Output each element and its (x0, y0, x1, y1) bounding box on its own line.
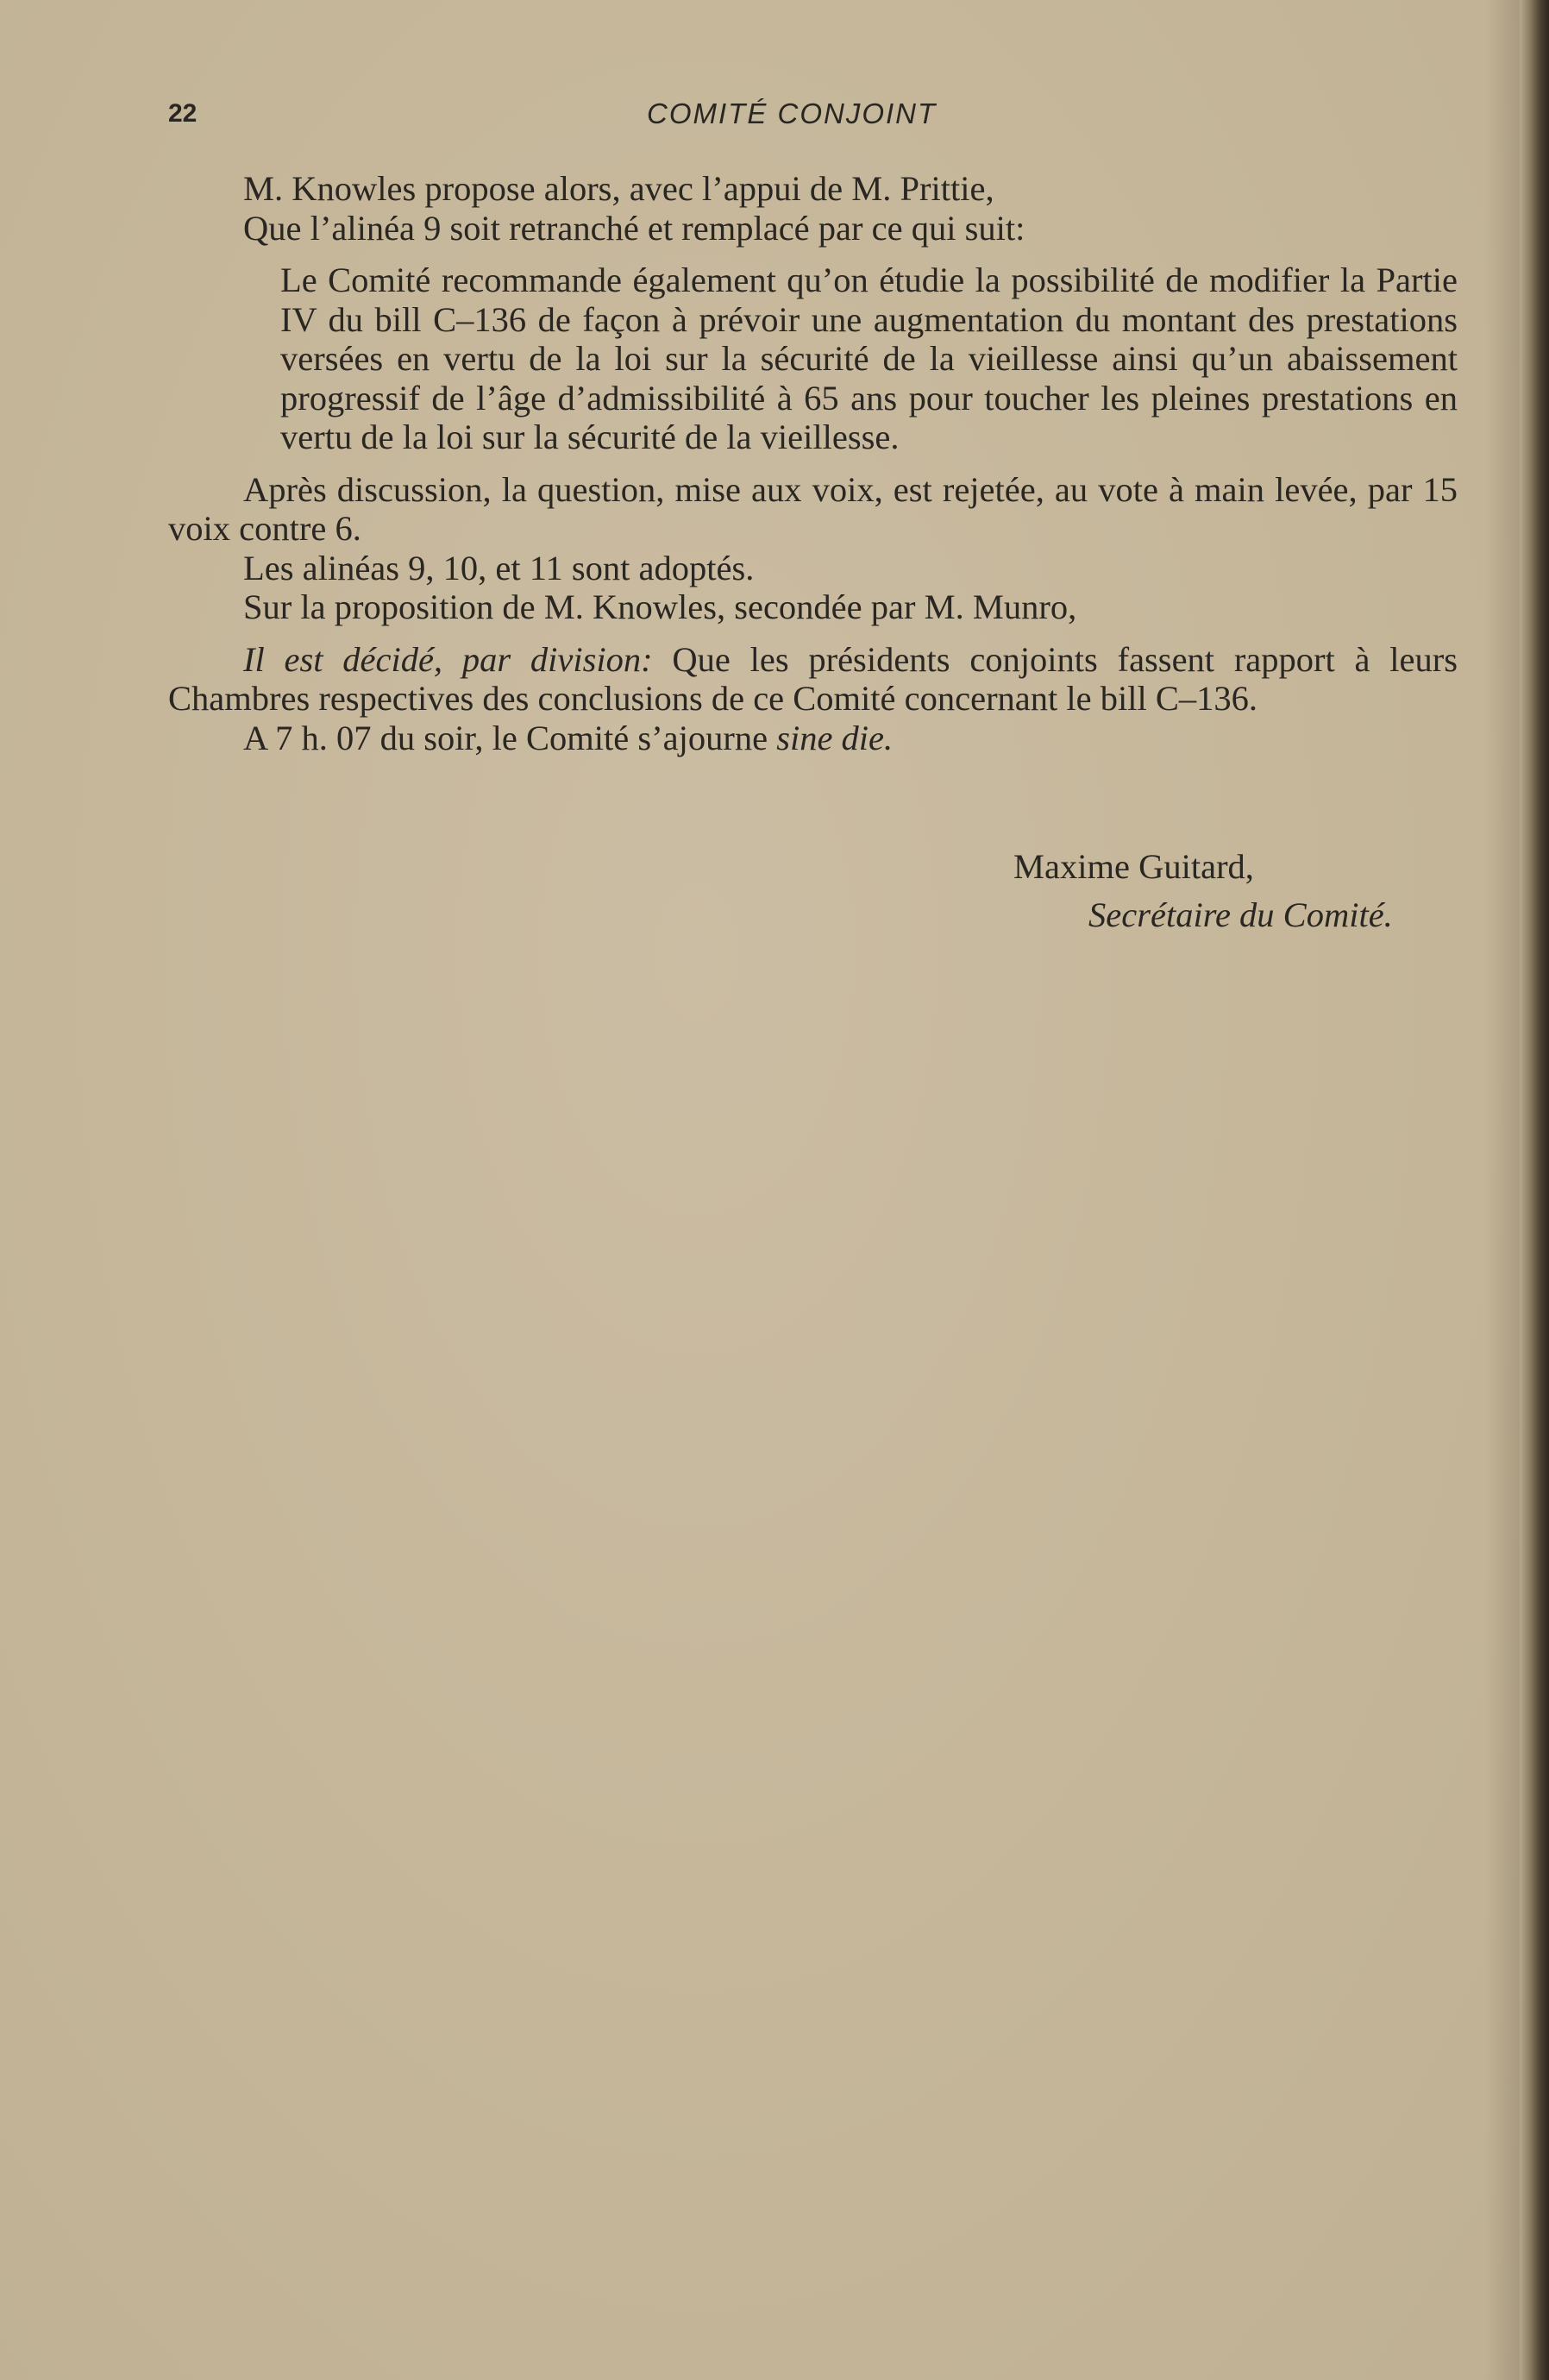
decision-text: Que les présidents conjoints fassent rapport à leurs Chambres respectives des conclusions de ce Comité concernant le bill C–136. (168, 639, 1458, 718)
page-binding-edge (1520, 0, 1549, 2380)
amendment-paragraph: Que l’alinéa 9 soit retranché et remplacé par ce qui suit: (243, 208, 1025, 248)
adoption-paragraph: Les alinéas 9, 10, et 11 sont adoptés. (243, 548, 755, 587)
adjournment-italic: sine die. (776, 718, 894, 757)
adjournment-paragraph (168, 719, 1458, 758)
signature-title: Secrétaire du Comité. (1088, 895, 1393, 934)
page-header (168, 97, 1462, 135)
signature-name: Maxime Guitard, (1013, 847, 1254, 886)
decision-paragraph (168, 640, 1458, 719)
vote-result-paragraph: Après discussion, la question, mise aux voix, est rejetée, au vote à main levée, par 15 voix contre 6. (168, 469, 1458, 548)
adjournment-text: A 7 h. 07 du soir, le Comité s’ajourne (243, 718, 777, 757)
binding-shadow (1485, 0, 1520, 2380)
quoted-amendment: Le Comité recommande également qu’on étudie la possibilité de modifier la Partie IV du bill C–136 de façon à prévoir une augmentation du montant des prestations versées en vertu de la loi sur la sécurité de la vieillesse ainsi qu’un abaissement progressif de l’âge d’admissibilité à 65 ans pour toucher les pleines prestations en vertu de la loi sur la sécurité de la vieillesse. (280, 261, 1458, 456)
proposition-paragraph: Sur la proposition de M. Knowles, secondée par M. Munro, (243, 587, 1077, 626)
decision-italic-lead: Il est décidé, par division: (243, 639, 653, 679)
page-number: 22 (168, 99, 198, 128)
running-head: COMITÉ CONJOINT (647, 97, 938, 129)
motion-paragraph: M. Knowles propose alors, avec l’appui de M. Prittie, (243, 169, 994, 208)
minutes-body (168, 169, 1458, 757)
